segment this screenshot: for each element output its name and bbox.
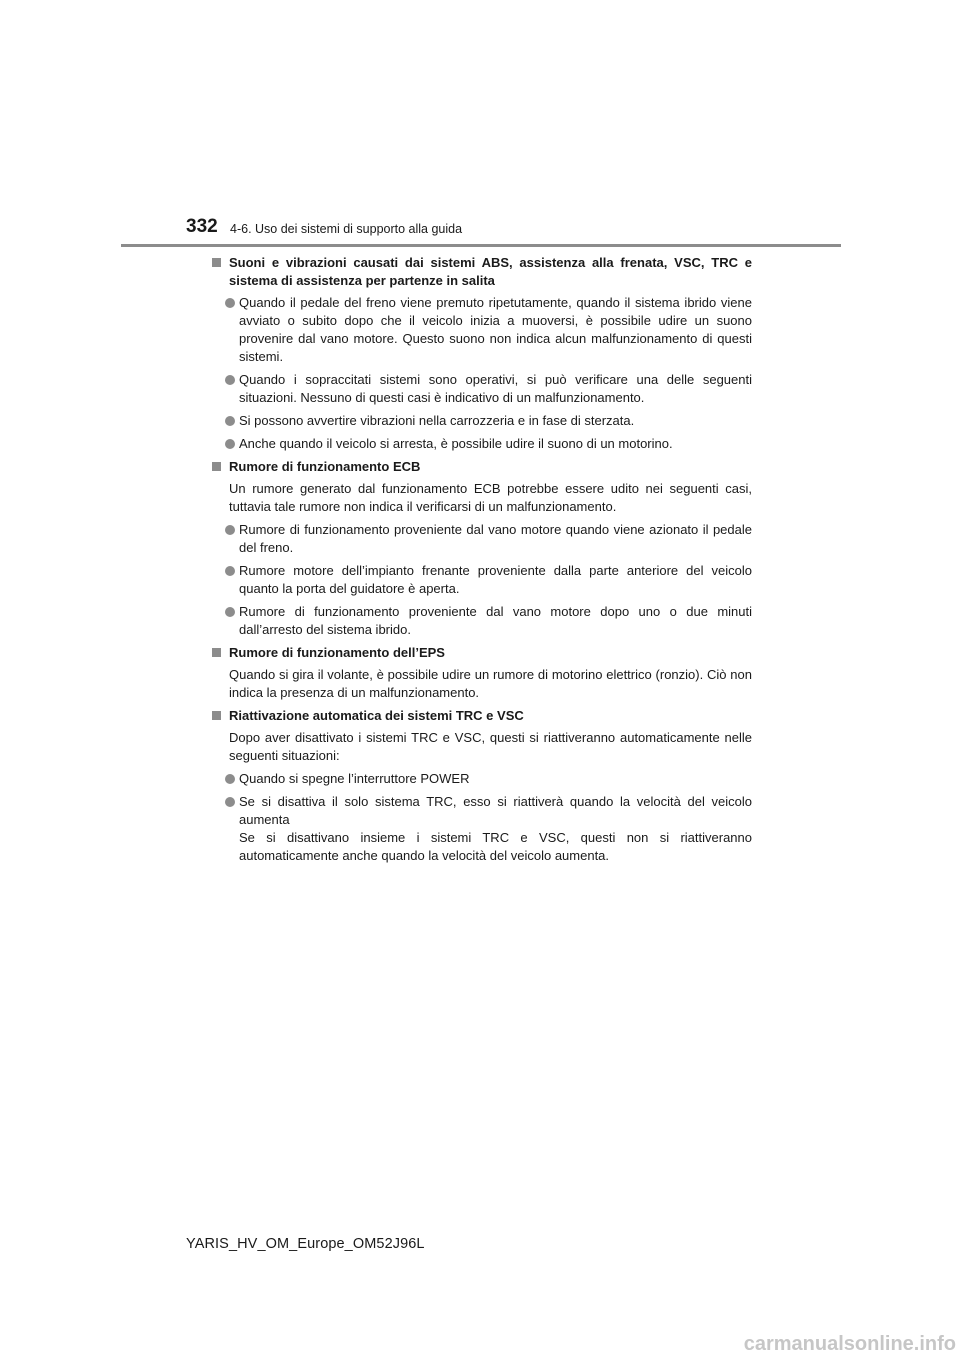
section-paragraph: Dopo aver disattivato i sistemi TRC e VSC, questi si riattiveranno automaticamente nelle seguenti situazioni:: [229, 730, 752, 763]
list-item-text: Rumore di funzionamento proveniente dal vano motore dopo uno o due minuti dall’arresto del sistema ibrido.: [239, 604, 752, 637]
list-item: [212, 412, 752, 430]
square-bullet-icon: [212, 462, 221, 471]
watermark: carmanualsonline.info: [743, 1333, 956, 1355]
manual-content: [212, 254, 752, 870]
list-item: [212, 562, 752, 598]
section-heading: [212, 254, 752, 290]
section-heading-text: Suoni e vibrazioni causati dai sistemi ABS, assistenza alla frenata, VSC, TRC e sistema di assistenza per partenze in salita: [229, 255, 752, 288]
list-item: [212, 294, 752, 366]
round-bullet-icon: [225, 416, 235, 426]
square-bullet-icon: [212, 648, 221, 657]
round-bullet-icon: [225, 774, 235, 784]
section-heading: [212, 458, 752, 476]
list-item-text: Quando i sopraccitati sistemi sono operativi, si può verificare una delle seguenti situazioni. Nessuno di questi casi è indicativo di un malfunzionamento.: [239, 372, 752, 405]
round-bullet-icon: [225, 298, 235, 308]
list-item: [212, 521, 752, 557]
list-item-text: Rumore di funzionamento proveniente dal vano motore quando viene azionato il pedale del freno.: [239, 522, 752, 555]
list-item-text: Se si disattiva il solo sistema TRC, esso si riattiverà quando la velocità del veicolo aumenta: [239, 794, 752, 827]
round-bullet-icon: [225, 525, 235, 535]
section-heading-text: Rumore di funzionamento dell’EPS: [229, 645, 445, 660]
round-bullet-icon: [225, 566, 235, 576]
page-number: 332: [186, 216, 218, 237]
header-divider: [121, 244, 841, 247]
manual-section: [212, 458, 752, 639]
document-code: YARIS_HV_OM_Europe_OM52J96L: [186, 1236, 425, 1252]
list-item: [212, 371, 752, 407]
list-item: [212, 770, 752, 788]
section-paragraph: Un rumore generato dal funzionamento ECB potrebbe essere udito nei seguenti casi, tuttavia tale rumore non indica il verificarsi di un malfunzionamento.: [229, 481, 752, 514]
section-paragraph: Quando si gira il volante, è possibile udire un rumore di motorino elettrico (ronzio). Ciò non indica la presenza di un malfunzionamento.: [229, 667, 752, 700]
list-item-text: Quando si spegne l’interruttore POWER: [239, 771, 470, 786]
manual-section: [212, 644, 752, 702]
list-item: [212, 603, 752, 639]
list-item: [212, 793, 752, 865]
section-heading: [212, 644, 752, 662]
round-bullet-icon: [225, 607, 235, 617]
list-item-text: Se si disattivano insieme i sistemi TRC e VSC, questi non si riattiveranno automaticamente anche quando la velocità del veicolo aumenta.: [239, 830, 752, 863]
manual-section: [212, 707, 752, 865]
list-item-text: Si possono avvertire vibrazioni nella carrozzeria e in fase di sterzata.: [239, 413, 635, 428]
list-item-text: Anche quando il veicolo si arresta, è possibile udire il suono di un motorino.: [239, 436, 673, 451]
list-item-text: Rumore motore dell’impianto frenante proveniente dalla parte anteriore del veicolo quanto la porta del guidatore è aperta.: [239, 563, 752, 596]
list-item-text: Quando il pedale del freno viene premuto ripetutamente, quando il sistema ibrido viene avviato o subito dopo che il veicolo inizia a muoversi, è possibile udire un suono provenire dal vano motore. Questo suono non indica alcun malfunzionamento di questi sistemi.: [239, 295, 752, 364]
round-bullet-icon: [225, 797, 235, 807]
square-bullet-icon: [212, 711, 221, 720]
section-title: 4-6. Uso dei sistemi di supporto alla guida: [230, 222, 463, 236]
list-item: [212, 435, 752, 453]
section-heading-text: Riattivazione automatica dei sistemi TRC e VSC: [229, 708, 524, 723]
page-header: [186, 216, 846, 246]
round-bullet-icon: [225, 375, 235, 385]
round-bullet-icon: [225, 439, 235, 449]
square-bullet-icon: [212, 258, 221, 267]
section-heading: [212, 707, 752, 725]
section-heading-text: Rumore di funzionamento ECB: [229, 459, 421, 474]
manual-section: [212, 254, 752, 453]
